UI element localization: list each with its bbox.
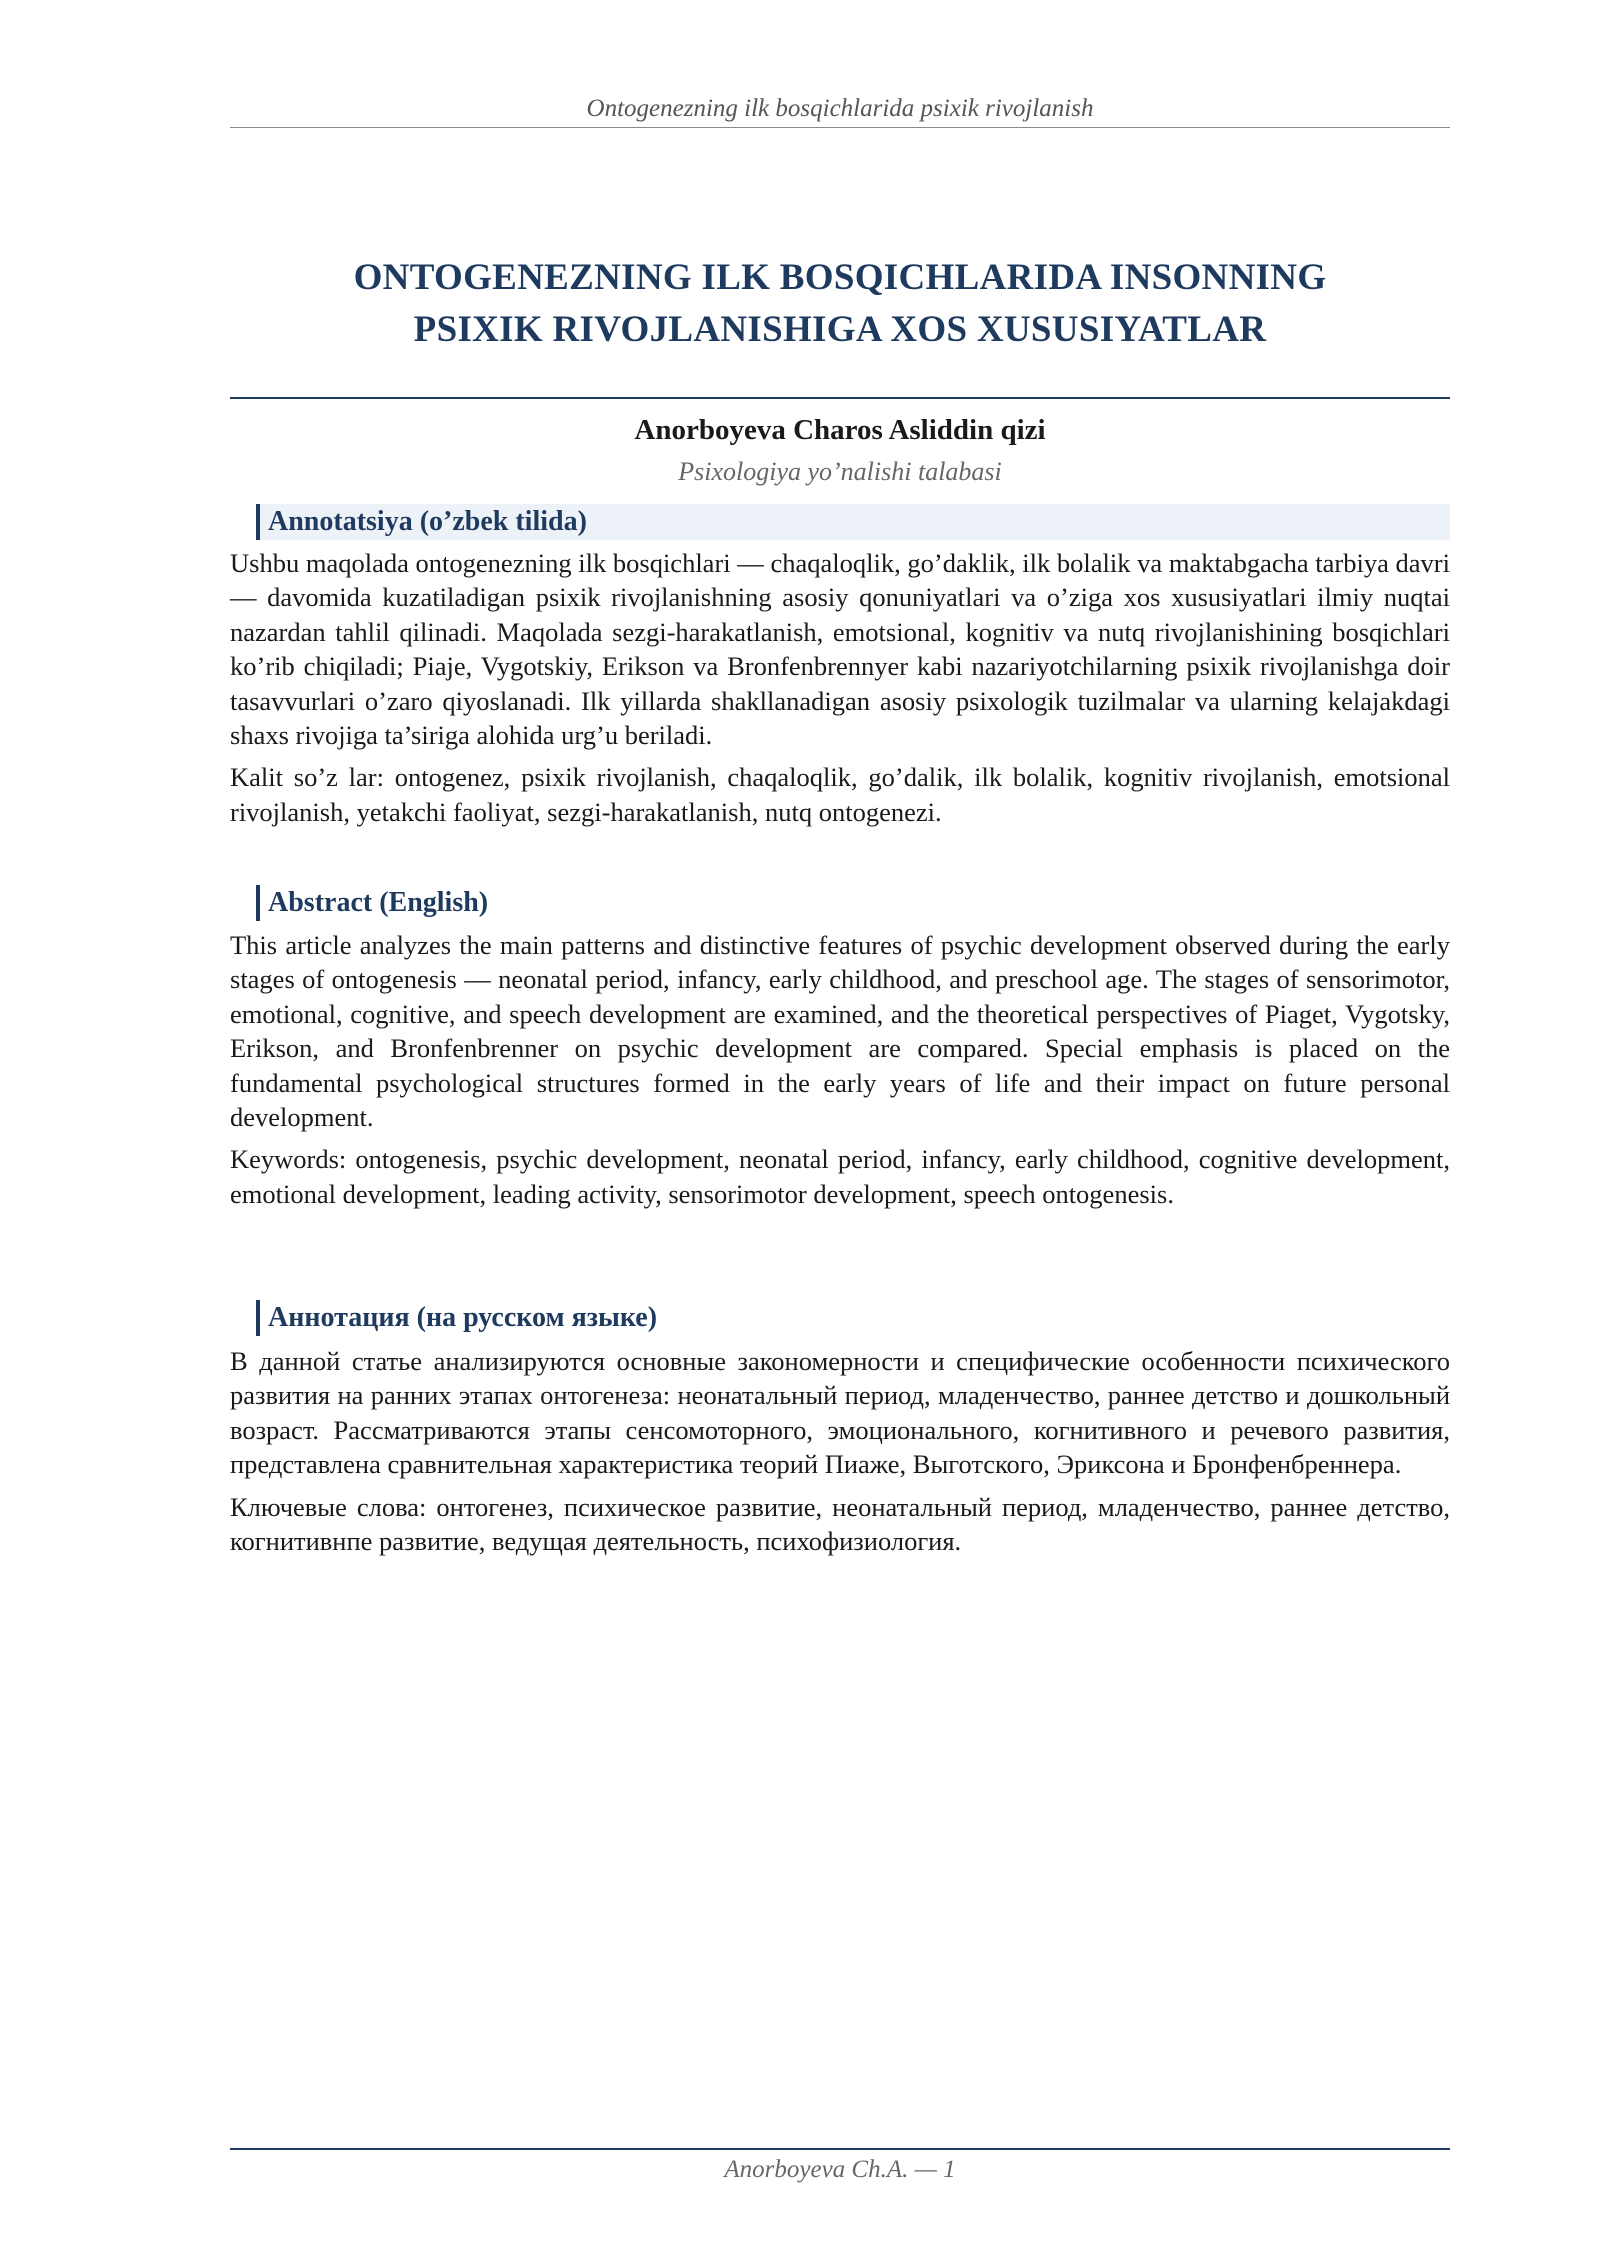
title-line-2: PSIXIK RIVOJLANISHIGA XOS XUSUSIYATLAR — [413, 309, 1267, 350]
section-heading-en: Abstract (English) — [256, 885, 1450, 921]
abstract-body-en: This article analyzes the main patterns and distinctive features of psychic development observed during the early stages of ontogenesis — neonatal period, infancy, early childhood, and preschool age. The stages of sensorimotor, emotional, cognitive, and speech development are examined, and the theoretical perspectives of Piaget, Vygotsky, Erikson, and Bronfenbrenner on psychic development are compared. Special emphasis is placed on the fundamental psychological structures formed in the early years of life and their impact on future personal development. — [230, 930, 1450, 1133]
paper-title — [230, 252, 1450, 356]
section-en — [230, 928, 1450, 1211]
keywords-ru: Ключевые слова: онтогенез, психическое развитие, неонатальный период, младенчество, раннее детство, когнитивнпе развитие, ведущая деятельность, психофизиология. — [230, 1491, 1450, 1557]
author-affiliation: Psixologiya yo’nalishi talabasi — [678, 457, 1002, 486]
section-ru — [230, 1344, 1450, 1558]
section-uz — [230, 546, 1450, 829]
running-head: Ontogenezning ilk bosqichlarida psixik rivojlanish — [586, 95, 1094, 122]
author-name: Anorboyeva Charos Asliddin qizi — [634, 414, 1046, 446]
abstract-body-uz: Ushbu maqolada ontogenezning ilk bosqichlari — chaqaloqlik, go’daklik, ilk bolalik va maktabgacha tarbiya davri — davomida kuzatiladigan psixik rivojlanishning asosiy qonuniyatlari va o’ziga xos xususiyatlari ilmiy nuqtai nazardan tahlil qilinadi. Maqolada sezgi-harakatlanish, emotsional, kognitiv va nutq rivojlanishining bosqichlari ko’rib chiqiladi; Piaje, Vygotskiy, Erikson va Bronfenbrennyer kabi nazariyotchilarning psixik rivojlanishga doir tasavvurlari o’zaro qiyoslanadi. Ilk yillarda shakllanadigan asosiy psixologik tuzilmalar va ularning kelajakdagi shaxs rivojiga ta’siriga alohida urg’u beriladi. — [230, 548, 1450, 751]
keywords-uz: Kalit so’z lar: ontogenez, psixik rivojlanish, chaqaloqlik, go’dalik, ilk bolalik, kognitiv rivojlanish, emotsional rivojlanish, yetakchi faoliyat, sezgi-harakatlanish, nutq ontogenezi. — [230, 762, 1450, 827]
page-footer: Anorboyeva Ch.A. — 1 — [724, 2156, 956, 2183]
abstract-body-ru: В данной статье анализируются основные закономерности и специфические особенности психического развития на ранних этапах онтогенеза: неонатальный период, младенчество, раннее детство и дошкольный возраст. Рассматриваются этапы сенсомоторного, эмоционального, когнитивного и речевого развития, представлена сравнительная характеристика теорий Пиаже, Выготского, Эриксона и Бронфенбреннера. — [230, 1346, 1450, 1480]
section-heading-ru: Аннотация (на русском языке) — [256, 1300, 1450, 1336]
header-rule — [230, 127, 1450, 128]
title-rule — [230, 397, 1450, 399]
title-line-1: ONTOGENEZNING ILK BOSQICHLARIDA INSONNING — [353, 257, 1327, 298]
section-heading-uz: Annotatsiya (o’zbek tilida) — [256, 504, 1450, 540]
keywords-en: Keywords: ontogenesis, psychic development, neonatal period, infancy, early childhood, cognitive development, emotional development, leading activity, sensorimotor development, speech ontogenesis. — [230, 1144, 1450, 1209]
